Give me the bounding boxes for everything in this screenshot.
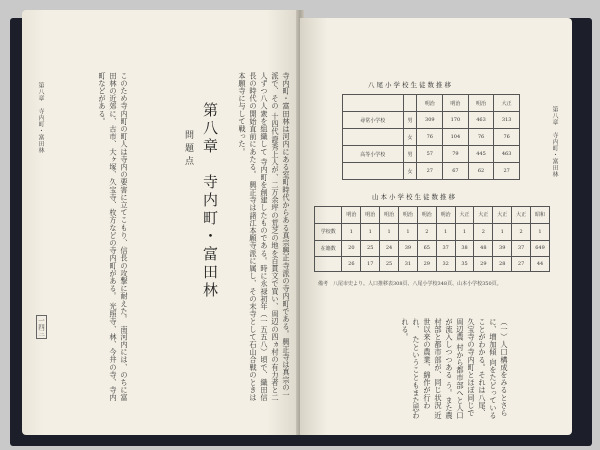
table-cell: 2: [417, 223, 436, 240]
table-row: [315, 223, 550, 240]
text-column: 十四代證秀上人が、二万余坪の荒芝の地を百貫文で買い、周辺の四ヵ村の有力者と二人ずつ八人衆を組織して: [260, 72, 280, 402]
table-cell: [343, 95, 404, 112]
table-cell: [315, 207, 342, 224]
table-row: [343, 163, 520, 180]
table-cell: 明治: [399, 207, 418, 224]
table-cell: 学校数: [315, 223, 342, 240]
text-column: （一）人口構成をみるとさらに、増加傾: [489, 318, 509, 417]
table-cell: 463: [494, 146, 520, 163]
right-page: [300, 18, 572, 435]
table-cell: 65: [417, 240, 436, 257]
left-body-text-2: [60, 72, 130, 402]
table-cell: 79: [443, 146, 469, 163]
table-cell: 62: [468, 163, 494, 180]
table-row: [315, 240, 550, 257]
table-cell: 大正: [474, 207, 493, 224]
left-body-text: [142, 72, 292, 402]
left-page: [22, 10, 300, 435]
table-cell: 463: [468, 112, 494, 129]
text-column: 向をたどっていることがわかる。それは八尾、: [478, 318, 498, 420]
table-cell: 2: [474, 223, 493, 240]
table-cell: [343, 129, 404, 146]
table-cell: 高等小学校: [343, 146, 404, 163]
text-column: う。また農村部と都市部が、同じ状況: [434, 318, 454, 420]
table-row: [343, 112, 520, 129]
table-header-row: [315, 207, 550, 224]
table-cell: 20: [342, 240, 361, 257]
table-cell: 29: [417, 257, 436, 272]
table-cell: 1: [342, 223, 361, 240]
table-cell: 649: [531, 240, 550, 257]
table-cell: 明治: [342, 207, 361, 224]
table-cell: 37: [512, 240, 531, 257]
table-note: 備考 八尾市史より。人口推移表308頁、八尾小学校348頁、山本小学校350頁。: [318, 281, 502, 287]
table-cell: 104: [443, 129, 469, 146]
table-cell: 明治: [417, 207, 436, 224]
text-column: このため寺内町の町人は寺内の要害に立てこもり、信長の攻撃に耐えた。: [120, 72, 129, 323]
table-cell: 大正: [512, 207, 531, 224]
table-cell: [315, 257, 342, 272]
table-cell: 39: [399, 240, 418, 257]
table-cell: 48: [474, 240, 493, 257]
enrollment-table-2: [314, 206, 550, 272]
table-cell: 大正: [493, 207, 512, 224]
table-cell: 27: [494, 163, 520, 180]
table-cell: 24: [380, 240, 399, 257]
table-cell: 1: [399, 223, 418, 240]
table-cell: 明治: [436, 207, 455, 224]
text-column: 興正寺は諸江本願寺派に属し、その末寺として石山合戦のときは本願寺に与して戦った。: [238, 72, 258, 402]
table-cell: 57: [417, 146, 443, 163]
table-cell: 明治: [361, 207, 380, 224]
table-cell: 39: [493, 240, 512, 257]
table-caption: 八尾小学校生徒数推移: [368, 81, 453, 89]
table-cell: 在籍数: [315, 240, 342, 257]
table-cell: 76: [494, 129, 520, 146]
table-cell: 25: [380, 257, 399, 272]
table-cell: 1: [531, 223, 550, 240]
table-cell: 男: [403, 112, 417, 129]
table-cell: 31: [399, 257, 418, 272]
table-cell: 37: [436, 240, 455, 257]
enrollment-table-1: [342, 94, 520, 180]
table-cell: 32: [436, 257, 455, 272]
table-cell: 明治: [468, 95, 494, 112]
table-cell: 309: [417, 112, 443, 129]
running-head: 第八章 寺内町・富田林: [551, 106, 558, 178]
text-column: 南河内には、のちに富田林の近郊に、古市、大ヶ塚、久宝寺、枚方などの寺内町がある。: [109, 72, 129, 402]
table-cell: 明治: [380, 207, 399, 224]
table-body: [343, 95, 520, 180]
table-cell: 女: [403, 129, 417, 146]
table-cell: 女: [403, 163, 417, 180]
table-cell: 明治: [417, 95, 443, 112]
table-header-row: [343, 95, 520, 112]
table-cell: 昭和: [531, 207, 550, 224]
table-caption: 山本小学校生徒数推移: [372, 193, 457, 201]
table-cell: 35: [455, 257, 474, 272]
right-body-text: [370, 318, 510, 423]
table-cell: 313: [494, 112, 520, 129]
table-cell: 25: [361, 240, 380, 257]
table-cell: 明治: [443, 95, 469, 112]
table-cell: 76: [417, 129, 443, 146]
text-column: 近世以来の農業、綿作が行われ、: [412, 318, 443, 420]
table-cell: 17: [361, 257, 380, 272]
table-cell: 28: [493, 257, 512, 272]
section-heading: 問題点: [183, 130, 193, 169]
page-number: 一四三: [37, 317, 45, 337]
running-head: 第八章 寺内町・富田林: [37, 82, 44, 154]
table-cell: 27: [512, 257, 531, 272]
table-body: [315, 207, 550, 272]
table-cell: 29: [474, 257, 493, 272]
table-cell: 尋常小学校: [343, 112, 404, 129]
table-cell: 大正: [494, 95, 520, 112]
table-cell: 76: [468, 129, 494, 146]
table-row: [343, 146, 520, 163]
table-cell: [343, 163, 404, 180]
chapter-title: 第八章 寺内町・富田林: [201, 102, 219, 300]
text-column: 久宝寺の寺内町とほぼ同じで周辺農: [456, 318, 476, 417]
table-cell: 170: [443, 112, 469, 129]
table-cell: 1: [455, 223, 474, 240]
table-cell: 2: [512, 223, 531, 240]
table-cell: 38: [455, 240, 474, 257]
text-column: 村から都市部へと人口が流入しつつある: [445, 318, 465, 420]
table-cell: 1: [361, 223, 380, 240]
table-cell: 1: [380, 223, 399, 240]
table-cell: 1: [493, 223, 512, 240]
text-column: たということもまた思われる。: [401, 318, 421, 420]
table-cell: 27: [417, 163, 443, 180]
table-cell: 男: [403, 146, 417, 163]
text-column: 光照寺、林、今井の寺、寺内町などがある。: [98, 72, 118, 402]
text-column: 寺内町・富田林は河内にある室町時代からある真宗興正寺派の寺内町である。興正寺は真宗の一派で、その: [271, 72, 291, 399]
table-row: [315, 257, 550, 272]
text-column: 寺内町を創建したものである。時に永禄初年（一五五八）頃で、織田信長の時代の開始直前にあたる。: [249, 72, 269, 402]
table-cell: 26: [342, 257, 361, 272]
table-cell: 44: [531, 257, 550, 272]
table-cell: 445: [468, 146, 494, 163]
table-cell: [403, 95, 417, 112]
table-cell: 1: [436, 223, 455, 240]
table-row: [343, 129, 520, 146]
table-cell: 67: [443, 163, 469, 180]
table-cell: 大正: [455, 207, 474, 224]
